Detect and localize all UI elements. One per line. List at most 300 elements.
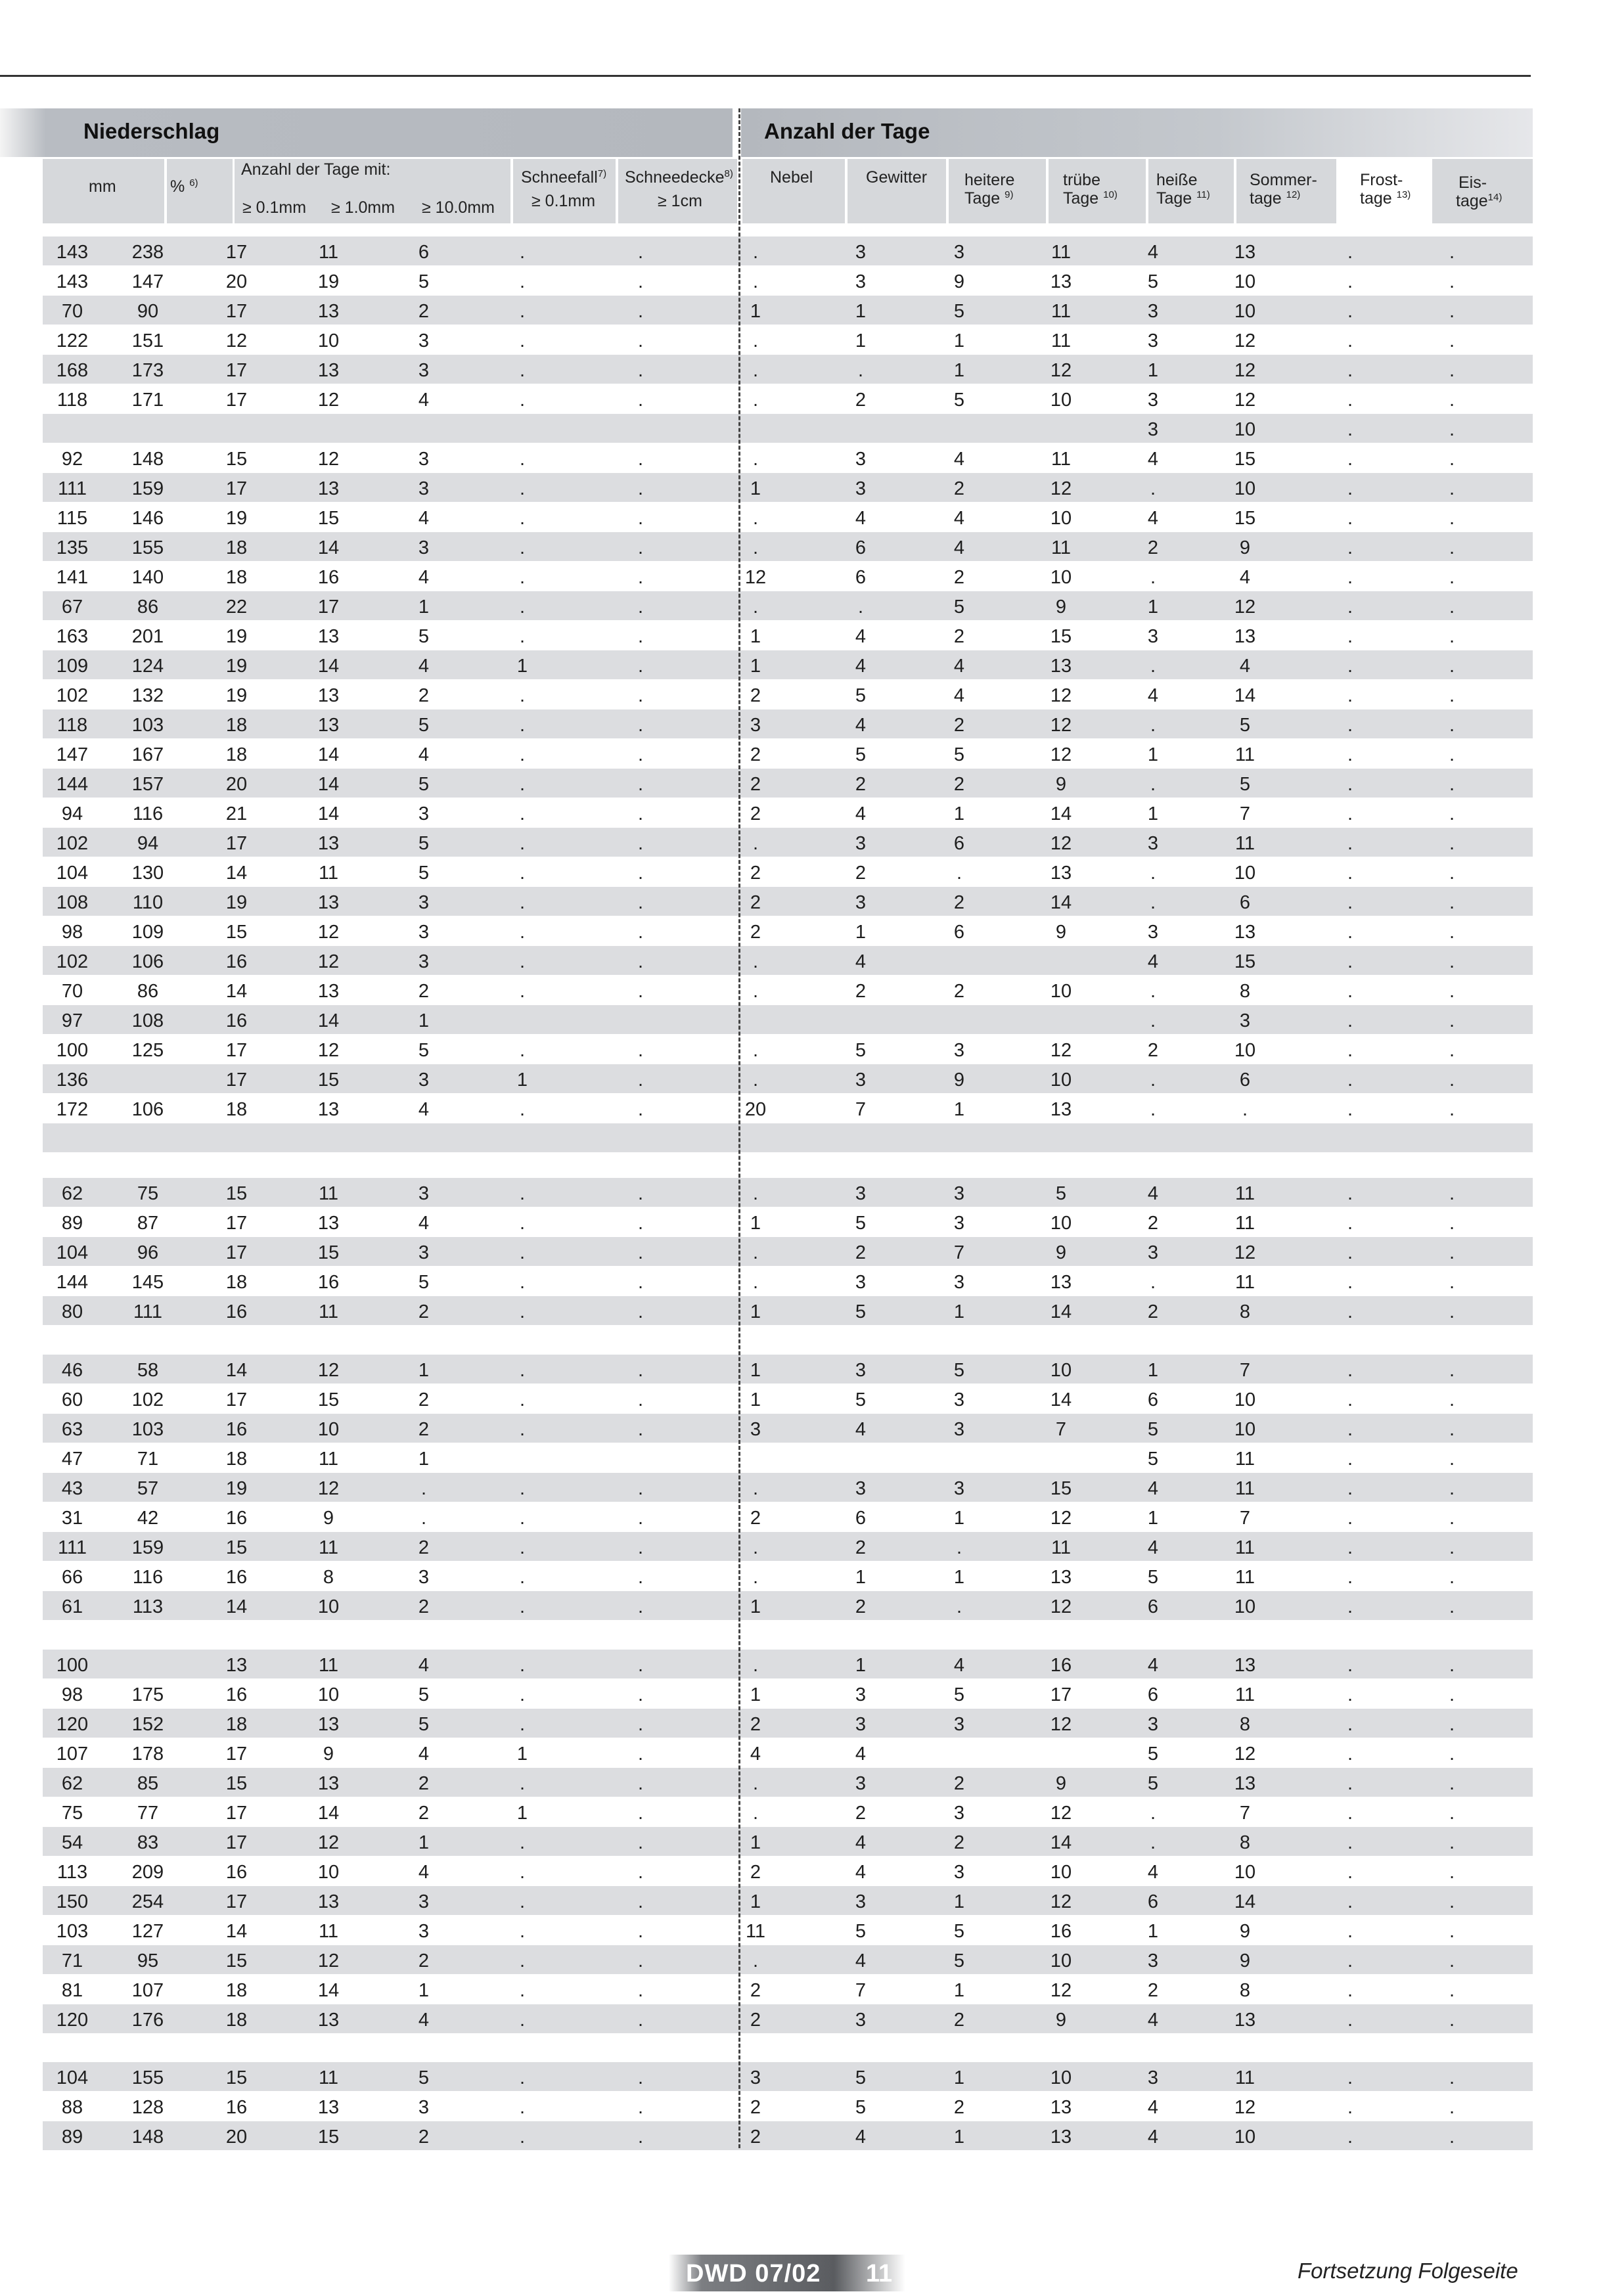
niederschlag-title: Niederschlag [83, 119, 220, 143]
table-cell: 7 [1239, 1508, 1251, 1529]
table-cell: 12 [1050, 1714, 1072, 1735]
table-cell: 10 [1234, 863, 1256, 884]
table-cell: 22 [225, 597, 248, 618]
table-cell: . [752, 597, 759, 618]
table-cell: . [1242, 1099, 1248, 1120]
table-cell: 5 [953, 1950, 965, 1971]
table-cell: 3 [953, 1862, 965, 1883]
table-cell: 4 [418, 390, 430, 411]
table-cell: 1 [750, 1389, 761, 1410]
table-row [43, 798, 1533, 827]
col-schneedecke-header [618, 159, 737, 223]
table-cell: 2 [953, 626, 965, 647]
table-cell: 4 [855, 626, 867, 647]
table-cell: 15 [1234, 449, 1256, 470]
table-cell: 9 [953, 271, 965, 292]
table-cell: . [1347, 1213, 1353, 1234]
table-cell: 12 [1050, 1980, 1072, 2001]
table-cell: . [1449, 1272, 1455, 1293]
table-row [43, 739, 1533, 768]
table-cell: 4 [1147, 951, 1159, 972]
table-cell: 31 [61, 1508, 83, 1529]
table-row [43, 1945, 1533, 1974]
table-row [43, 2121, 1533, 2150]
footer-badge [669, 2255, 905, 2291]
table-cell: . [519, 803, 526, 824]
table-cell: 1 [750, 1360, 761, 1381]
table-cell: . [1449, 951, 1455, 972]
col-heitere-label2: Tage [964, 189, 1005, 208]
table-cell: . [752, 1272, 759, 1293]
table-cell: . [1150, 863, 1156, 884]
table-row [43, 1975, 1533, 2004]
table-cell: . [637, 922, 644, 943]
table-row [43, 1064, 1533, 1093]
table-cell: 11 [1234, 1567, 1255, 1588]
table-cell: 7 [953, 1242, 965, 1263]
table-cell: . [519, 1272, 526, 1293]
table-cell: 14 [1050, 892, 1072, 913]
table-row [43, 887, 1533, 916]
table-cell: 12 [1234, 1744, 1256, 1765]
table-cell: 3 [418, 1069, 430, 1091]
table-cell: 2 [953, 2010, 965, 2031]
table-cell: . [1150, 1069, 1156, 1091]
table-row [43, 1296, 1533, 1325]
table-cell: 13 [317, 1891, 340, 1912]
table-cell: 14 [317, 537, 340, 558]
table-cell: 13 [317, 478, 340, 499]
table-cell: . [519, 1655, 526, 1676]
col-truebe-label2: Tage [1063, 189, 1104, 208]
table-cell: . [752, 508, 759, 529]
table-cell: . [420, 1478, 427, 1499]
pct-footnote: 6) [189, 177, 198, 189]
table-cell: 17 [1050, 1684, 1072, 1705]
table-cell: 13 [317, 892, 340, 913]
table-cell: 2 [1147, 1301, 1159, 1322]
table-cell: . [956, 863, 962, 884]
table-cell: 18 [225, 715, 248, 736]
table-cell: . [1347, 1478, 1353, 1499]
table-cell: 4 [953, 656, 965, 677]
table-cell: 6 [855, 1508, 867, 1529]
table-cell: 60 [61, 1389, 83, 1410]
table-cell: 1 [750, 1832, 761, 1853]
table-cell: . [1347, 1567, 1353, 1588]
table-cell: 4 [855, 1862, 867, 1883]
table-cell: 2 [1147, 1213, 1159, 1234]
table-cell: 2 [855, 981, 867, 1002]
table-cell: . [752, 951, 759, 972]
table-cell: . [1449, 1508, 1455, 1529]
table-cell: . [637, 508, 644, 529]
table-cell: 17 [225, 1832, 248, 1853]
table-cell: 8 [1239, 1980, 1251, 2001]
table-cell: 14 [1050, 803, 1072, 824]
table-cell: 13 [1050, 1099, 1072, 1120]
table-cell: . [1347, 892, 1353, 913]
table-cell: . [1150, 1272, 1156, 1293]
page-number: 11 [866, 2260, 893, 2287]
table-cell: 12 [1050, 1891, 1072, 1912]
table-cell: 10 [1234, 1419, 1256, 1440]
table-cell: 4 [1147, 1862, 1159, 1883]
table-cell: . [752, 1069, 759, 1091]
table-cell: . [519, 508, 526, 529]
table-cell: 116 [132, 1567, 164, 1588]
table-cell: . [637, 1803, 644, 1824]
table-cell: 4 [953, 685, 965, 706]
table-cell: 238 [131, 242, 164, 263]
table-row [43, 562, 1533, 591]
table-cell: . [519, 390, 526, 411]
table-cell: 13 [1234, 922, 1256, 943]
table-cell: 13 [317, 685, 340, 706]
table-cell: 9 [1055, 922, 1067, 943]
col-sommer-label2: tage [1250, 189, 1286, 208]
table-cell: . [519, 685, 526, 706]
table-cell: 18 [225, 567, 248, 588]
table-cell: . [1449, 360, 1455, 381]
table-cell: . [1449, 2127, 1455, 2148]
table-cell: 104 [56, 1242, 89, 1263]
table-cell: . [1449, 1213, 1455, 1234]
table-cell: 116 [132, 803, 164, 824]
table-cell: 4 [418, 1862, 430, 1883]
table-cell: 1 [418, 1010, 430, 1031]
table-cell: . [857, 360, 864, 381]
table-cell: 4 [1147, 1183, 1159, 1204]
table-cell: 3 [418, 951, 430, 972]
table-cell: . [1347, 2010, 1353, 2031]
table-cell: 13 [317, 715, 340, 736]
col-heitere-header [949, 159, 1046, 223]
table-cell: 3 [418, 330, 430, 351]
table-cell: 20 [744, 1099, 767, 1120]
table-cell: 71 [61, 1950, 83, 1971]
table-cell: . [1347, 1508, 1353, 1529]
table-cell: 11 [1051, 449, 1072, 470]
table-cell: . [752, 1478, 759, 1499]
table-cell: 7 [1239, 803, 1251, 824]
table-cell: 12 [1050, 1040, 1072, 1061]
table-cell: . [1347, 1301, 1353, 1322]
table-cell: . [637, 1099, 644, 1120]
schneedecke-footnote: 8) [724, 168, 733, 179]
table-cell: 11 [1234, 1537, 1255, 1558]
table-cell: 3 [1147, 626, 1159, 647]
table-cell: . [637, 1272, 644, 1293]
table-row [43, 443, 1533, 472]
continuation-note: Fortsetzung Folgeseite [1298, 2259, 1518, 2283]
table-row [43, 591, 1533, 620]
table-cell: 19 [225, 892, 248, 913]
table-cell: . [637, 271, 644, 292]
table-row [43, 709, 1533, 738]
table-cell: 77 [137, 1803, 159, 1824]
table-cell: 178 [131, 1744, 164, 1765]
table-cell: 16 [225, 1010, 248, 1031]
table-cell: 14 [317, 1803, 340, 1824]
table-cell: 9 [1055, 1773, 1067, 1794]
table-cell: . [519, 1537, 526, 1558]
table-row [43, 1768, 1533, 1797]
table-cell: . [1347, 1950, 1353, 1971]
table-cell: . [752, 1183, 759, 1204]
table-cell: 12 [1050, 1596, 1072, 1617]
table-cell: 10 [317, 1596, 340, 1617]
table-cell: 16 [225, 2097, 248, 2118]
table-cell: 1 [750, 626, 761, 647]
table-cell: 107 [131, 1980, 164, 2001]
table-cell: . [519, 1832, 526, 1853]
table-cell: 15 [1234, 508, 1256, 529]
table-cell: 4 [1147, 2010, 1159, 2031]
table-cell: . [637, 360, 644, 381]
table-cell: 2 [750, 2097, 761, 2118]
table-cell: 173 [131, 360, 164, 381]
table-cell: 2 [1147, 1040, 1159, 1061]
table-cell: . [1347, 2067, 1353, 2088]
table-cell: 85 [137, 1773, 159, 1794]
table-cell: 7 [1239, 1803, 1251, 1824]
table-cell: . [637, 301, 644, 322]
table-cell: . [637, 1773, 644, 1794]
table-cell: 9 [323, 1744, 334, 1765]
table-cell: 13 [1234, 1773, 1256, 1794]
table-cell: . [637, 2010, 644, 2031]
table-cell: 155 [131, 537, 164, 558]
table-cell: 103 [131, 1419, 164, 1440]
table-cell: . [519, 301, 526, 322]
table-cell: . [519, 1596, 526, 1617]
table-cell: . [519, 1891, 526, 1912]
table-cell: . [1449, 1301, 1455, 1322]
table-cell: 12 [317, 951, 340, 972]
table-cell: 10 [1234, 2127, 1256, 2148]
table-cell: 10 [317, 1684, 340, 1705]
table-cell: 14 [1234, 685, 1256, 706]
table-cell: 13 [317, 1213, 340, 1234]
table-cell: 113 [57, 1862, 88, 1883]
table-cell: 4 [953, 449, 965, 470]
table-cell: 17 [225, 390, 248, 411]
table-cell: 3 [1147, 1714, 1159, 1735]
table-row [43, 2062, 1533, 2091]
table-cell: 13 [1050, 271, 1072, 292]
table-cell: . [519, 626, 526, 647]
table-cell: 5 [855, 685, 867, 706]
table-cell: 58 [137, 1360, 159, 1381]
table-cell: 148 [131, 449, 164, 470]
table-cell: 5 [855, 1040, 867, 1061]
table-cell: . [1347, 330, 1353, 351]
table-cell: 3 [855, 1069, 867, 1091]
table-cell: 1 [750, 301, 761, 322]
table-cell: . [519, 981, 526, 1002]
table-cell: 2 [750, 922, 761, 943]
table-cell: 17 [225, 1242, 248, 1263]
table-cell: 4 [855, 1419, 867, 1440]
table-cell: . [1449, 1891, 1455, 1912]
table-cell: 5 [1055, 1183, 1067, 1204]
table-cell: 98 [61, 922, 83, 943]
table-cell: 157 [131, 774, 164, 795]
table-row [43, 384, 1533, 413]
table-cell: 11 [318, 863, 339, 884]
table-cell: . [519, 1980, 526, 2001]
table-cell: . [752, 390, 759, 411]
table-cell: . [1150, 567, 1156, 588]
table-cell: . [1449, 1714, 1455, 1735]
table-cell: . [637, 1596, 644, 1617]
table-cell: . [1449, 1040, 1455, 1061]
table-cell: . [1150, 478, 1156, 499]
table-cell: 8 [1239, 1714, 1251, 1735]
table-cell: 2 [750, 2010, 761, 2031]
table-cell: 127 [131, 1921, 164, 1942]
table-cell: . [1347, 803, 1353, 824]
table-cell: 4 [1147, 1655, 1159, 1676]
table-cell: 67 [61, 597, 83, 618]
table-cell: 15 [317, 1389, 340, 1410]
table-cell: 5 [418, 1040, 430, 1061]
table-cell: 1 [953, 330, 965, 351]
table-cell: 12 [1050, 1803, 1072, 1824]
table-cell: 1 [1147, 803, 1159, 824]
table-cell: 1 [418, 1449, 430, 1470]
table-cell: 5 [418, 863, 430, 884]
table-cell: . [519, 2097, 526, 2118]
table-cell: 92 [61, 449, 83, 470]
table-cell: 11 [318, 1301, 339, 1322]
table-cell: 13 [1050, 1567, 1072, 1588]
table-cell: . [519, 1040, 526, 1061]
table-cell: 6 [418, 242, 430, 263]
table-cell: 7 [1055, 1419, 1067, 1440]
table-cell: 66 [61, 1567, 83, 1588]
table-cell: . [519, 1360, 526, 1381]
table-cell: . [1347, 833, 1353, 854]
table-cell: 4 [855, 2127, 867, 2148]
table-cell: 15 [1234, 951, 1256, 972]
table-cell: 176 [131, 2010, 164, 2031]
table-cell: 132 [131, 685, 164, 706]
table-cell: 94 [137, 833, 159, 854]
table-cell: 10 [317, 1862, 340, 1883]
table-cell: 1 [516, 1803, 528, 1824]
table-cell: 5 [418, 715, 430, 736]
table-cell: 175 [131, 1684, 164, 1705]
table-cell: 118 [57, 715, 88, 736]
table-cell: 106 [131, 1099, 164, 1120]
table-cell: 17 [225, 1213, 248, 1234]
table-cell: . [1150, 774, 1156, 795]
table-cell: 2 [1147, 1980, 1159, 2001]
table-cell: 8 [1239, 1832, 1251, 1853]
table-cell: . [1449, 774, 1455, 795]
table-cell: 15 [225, 922, 248, 943]
table-cell: 6 [1147, 1891, 1159, 1912]
table-cell: . [519, 1950, 526, 1971]
table-cell: 10 [1050, 1950, 1072, 1971]
table-cell: 136 [56, 1069, 89, 1091]
table-cell: 1 [953, 2127, 965, 2148]
table-cell: 70 [61, 981, 83, 1002]
table-row [43, 1650, 1533, 1678]
table-cell: . [1449, 242, 1455, 263]
table-cell: 2 [750, 1714, 761, 1735]
table-cell: . [1449, 1449, 1455, 1470]
table-cell: 2 [418, 1950, 430, 1971]
table-cell: 11 [318, 1183, 339, 1204]
table-cell: . [1347, 2127, 1353, 2148]
table-cell: 18 [225, 2010, 248, 2031]
table-cell: 10 [317, 330, 340, 351]
table-cell: 4 [418, 1744, 430, 1765]
table-cell: . [1449, 537, 1455, 558]
table-cell: 103 [131, 715, 164, 736]
table-row [43, 1473, 1533, 1502]
table-cell: 103 [56, 1921, 89, 1942]
table-cell: . [1449, 1744, 1455, 1765]
table-cell: 3 [953, 1389, 965, 1410]
table-cell: 3 [1147, 419, 1159, 440]
table-cell: 2 [750, 2127, 761, 2148]
table-cell: 5 [1239, 715, 1251, 736]
table-cell: . [1347, 1803, 1353, 1824]
table-cell: 19 [317, 271, 340, 292]
table-cell: . [1449, 1183, 1455, 1204]
table-cell: . [1347, 1010, 1353, 1031]
table-cell: . [1347, 1242, 1353, 1263]
table-row [43, 976, 1533, 1004]
table-cell: 5 [953, 1360, 965, 1381]
table-cell: 10 [1234, 271, 1256, 292]
table-cell: . [1449, 1419, 1455, 1440]
table-row [43, 355, 1533, 384]
table-row [43, 1738, 1533, 1767]
table-cell: 4 [953, 537, 965, 558]
table-cell: 159 [131, 1537, 164, 1558]
table-cell: 19 [225, 656, 248, 677]
table-cell: 147 [56, 744, 89, 765]
table-cell: 5 [953, 301, 965, 322]
table-cell: 12 [317, 390, 340, 411]
table-cell: . [1150, 1803, 1156, 1824]
table-cell: . [1449, 1478, 1455, 1499]
table-cell: . [637, 1714, 644, 1735]
table-cell: . [752, 360, 759, 381]
table-cell: 108 [131, 1010, 164, 1031]
table-cell: 15 [225, 1537, 248, 1558]
table-cell: . [519, 1183, 526, 1204]
table-cell: 13 [317, 833, 340, 854]
table-cell: 5 [418, 833, 430, 854]
table-cell: 15 [1050, 626, 1072, 647]
table-cell: . [519, 951, 526, 972]
table-row [43, 1827, 1533, 1856]
table-cell: 10 [1050, 2067, 1072, 2088]
table-cell: . [637, 744, 644, 765]
table-cell: 2 [855, 390, 867, 411]
table-cell: . [1449, 2010, 1455, 2031]
table-cell: 17 [225, 242, 248, 263]
table-cell: 4 [1147, 1537, 1159, 1558]
table-cell: 3 [418, 360, 430, 381]
table-cell: 6 [953, 922, 965, 943]
